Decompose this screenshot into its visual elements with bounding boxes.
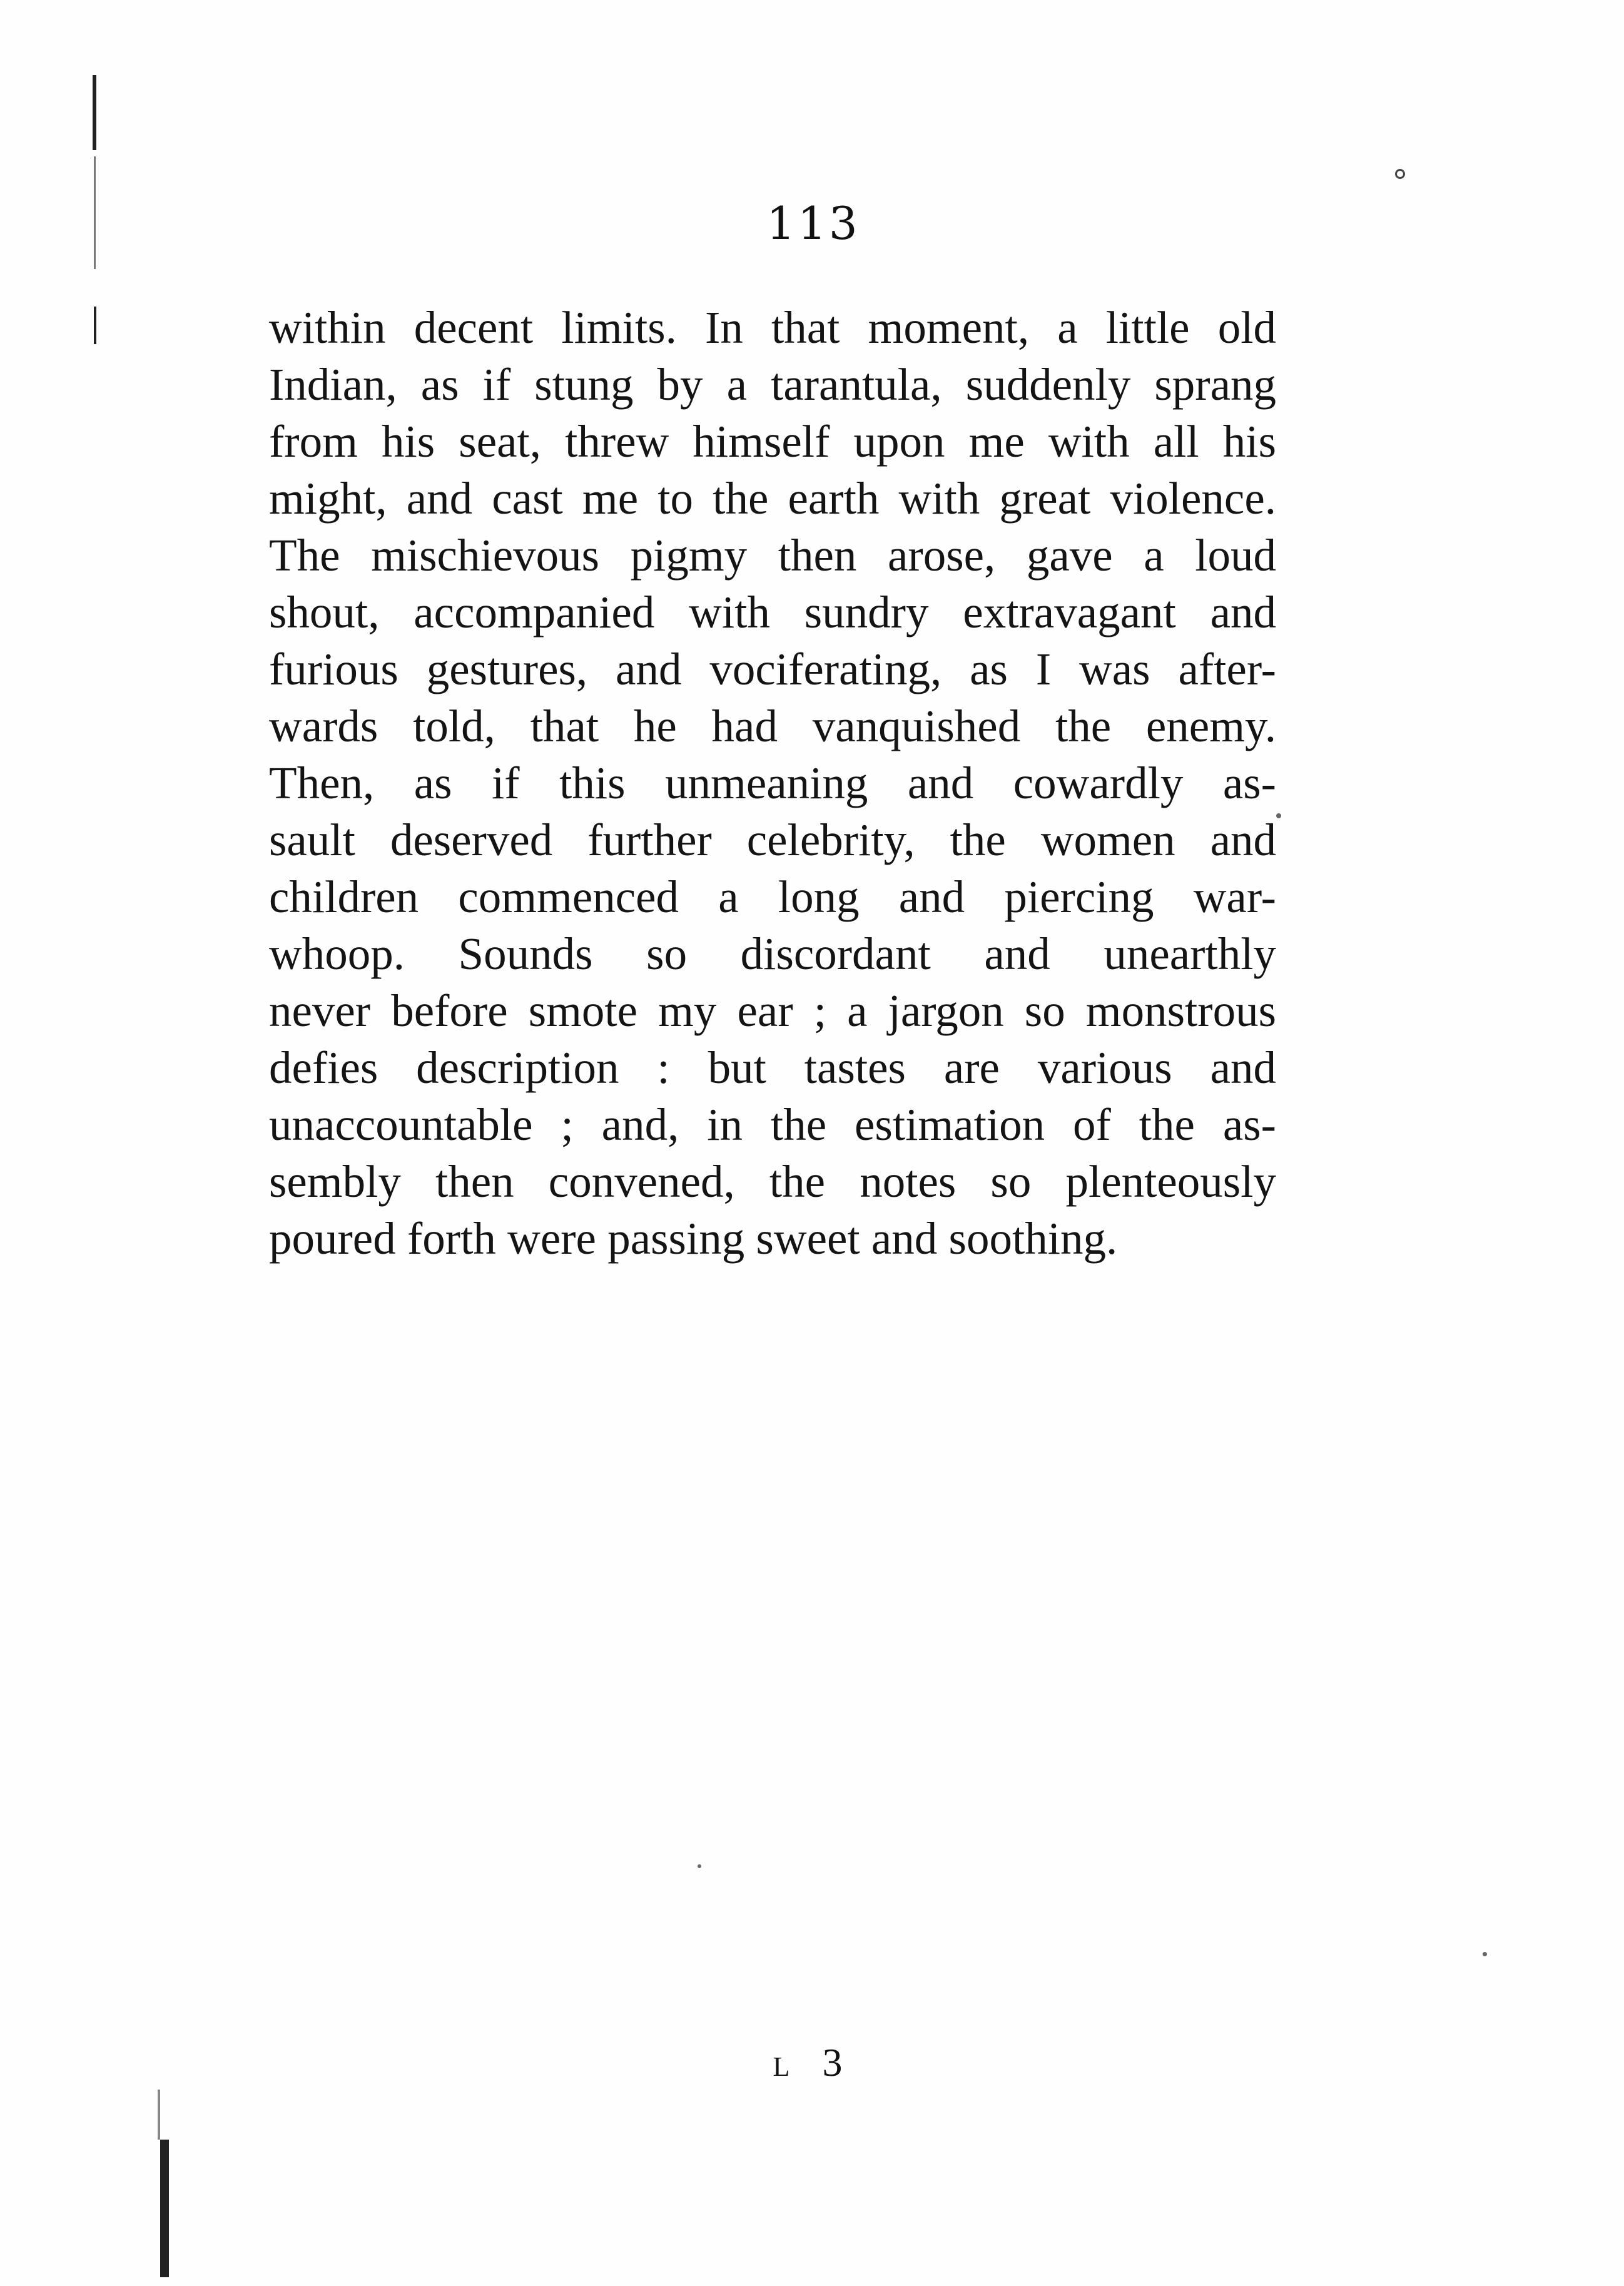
text-line: within decent limits. In that moment, a little old: [269, 302, 1276, 353]
text-line: furious gestures, and vociferating, as I was after-: [269, 644, 1276, 694]
signature-mark: [719, 2040, 907, 2086]
scan-artifact-bottom: [160, 2140, 169, 2277]
text-line: The mischievous pigmy then arose, gave a loud: [269, 530, 1276, 581]
text-line: sault deserved further celebrity, the women and: [269, 815, 1276, 865]
page-number: 113: [766, 197, 860, 250]
text-line: never before smote my ear ; a jargon so monstrous: [269, 985, 1276, 1036]
text-line: defies description : but tastes are various and: [269, 1042, 1276, 1093]
scan-artifact-top: [93, 75, 96, 150]
text-line: might, and cast me to the earth with great violence.: [269, 473, 1276, 524]
signature-letter: L: [773, 2051, 801, 2082]
text-line: children commenced a long and piercing war-: [269, 871, 1276, 922]
signature-number: 3: [822, 2040, 854, 2085]
scan-speck: [698, 1864, 701, 1868]
text-line: Indian, as if stung by a tarantula, suddenly sprang: [269, 359, 1276, 410]
text-line: Then, as if this unmeaning and cowardly as-: [269, 758, 1276, 808]
scan-artifact-top-faint: [94, 156, 96, 269]
text-line: sembly then convened, the notes so plenteously: [269, 1156, 1276, 1207]
scan-artifact-bottom-faint: [158, 2090, 160, 2140]
text-line: from his seat, threw himself upon me with all his: [269, 416, 1276, 467]
text-line: unaccountable ; and, in the estimation of the as-: [269, 1099, 1276, 1150]
body-text: [269, 299, 1276, 1267]
text-line: shout, accompanied with sundry extravagant and: [269, 587, 1276, 638]
scan-artifact-mid: [94, 307, 96, 344]
text-line: wards told, that he had vanquished the enemy.: [269, 701, 1276, 751]
text-line: whoop. Sounds so discordant and unearthly: [269, 928, 1276, 979]
text-line-last: poured forth were passing sweet and soothing.: [269, 1213, 1118, 1264]
scan-speck: [1276, 813, 1281, 818]
scan-speck: [1395, 169, 1405, 179]
scan-speck: [1483, 1952, 1487, 1956]
